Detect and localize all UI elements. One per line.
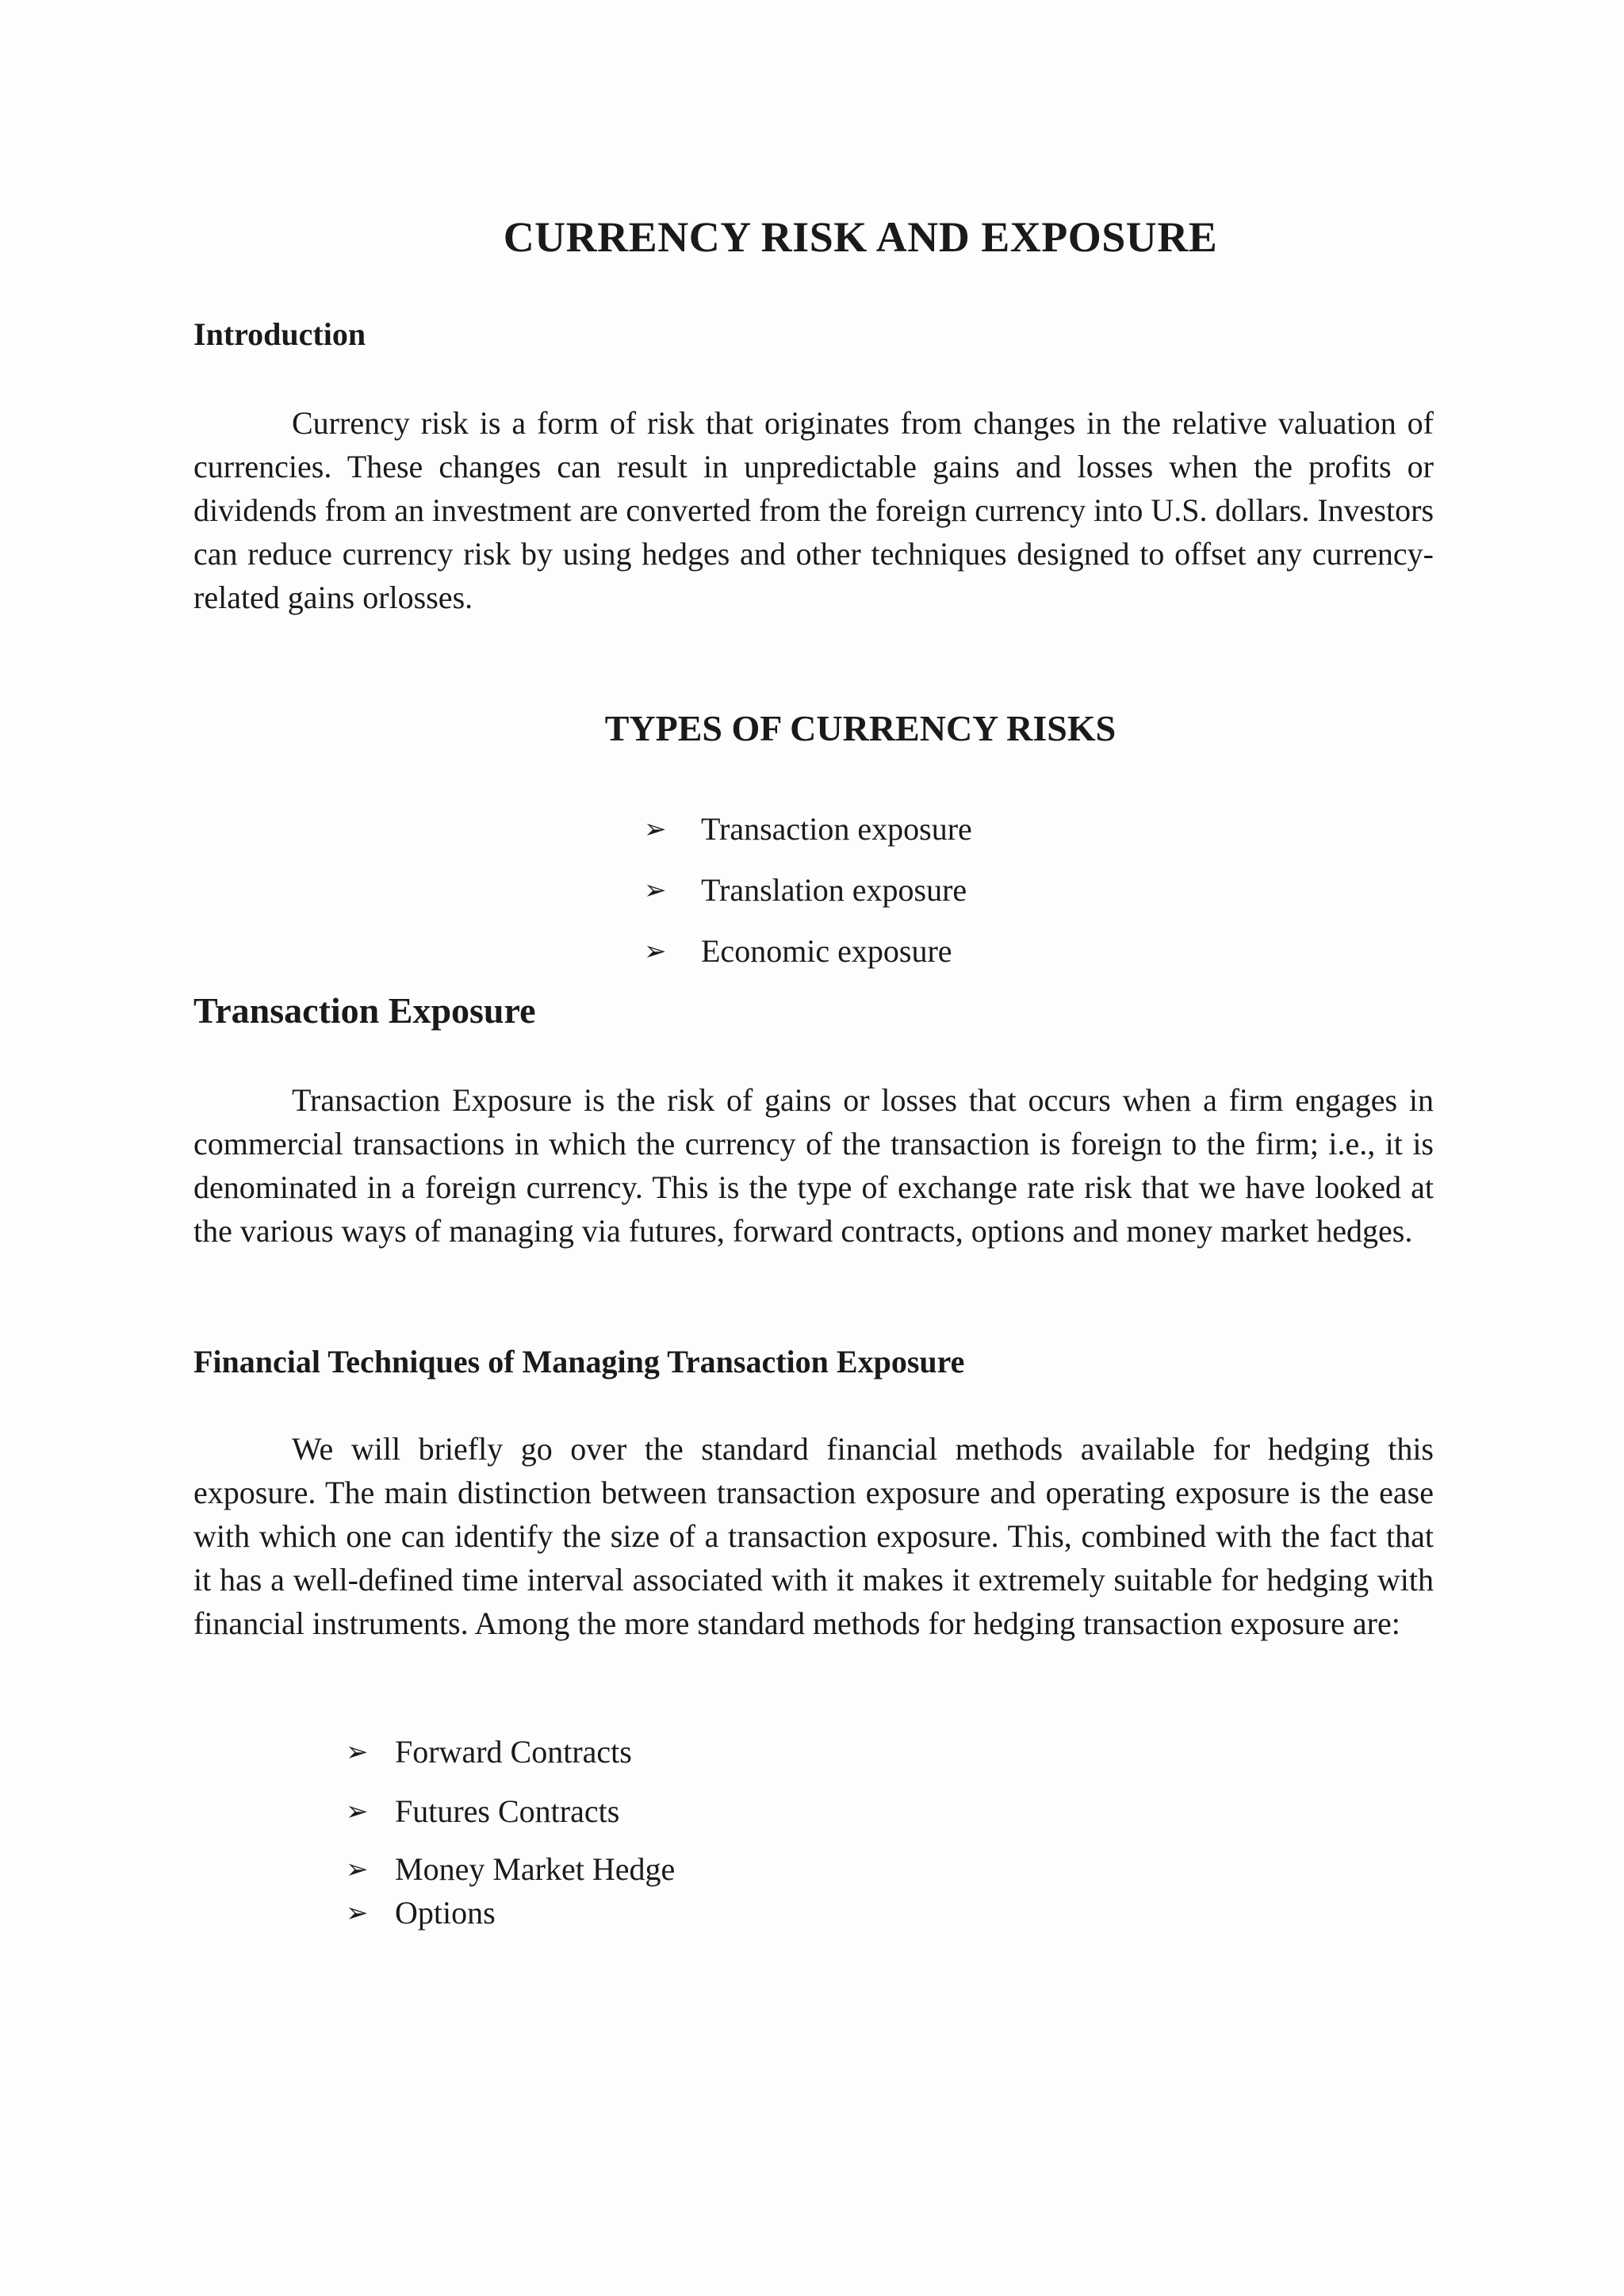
list-item (644, 810, 972, 871)
list-item-label: Money Market Hedge (395, 1851, 676, 1887)
arrow-bullet-icon: ➢ (644, 874, 667, 906)
arrow-bullet-icon: ➢ (644, 936, 667, 967)
page-title: CURRENCY RISK AND EXPOSURE (503, 213, 1218, 261)
financial-techniques-paragraph: We will briefly go over the standard financial methods available for hedging this exposure. The main distinction between transaction exposure and operating exposure is the ease with which one can identify the size of a transaction exposure. This, combined with the fact that it has a well-defined time interval associated with it makes it extremely suitable for hedging with financial instruments. Among the more standard methods for hedging transaction exposure are: (193, 1431, 1434, 1641)
list-item-label: Options (395, 1895, 496, 1931)
types-list (644, 810, 972, 993)
arrow-bullet-icon: ➢ (346, 1854, 369, 1885)
list-item-label: Transaction exposure (701, 811, 972, 847)
introduction-heading: Introduction (193, 316, 366, 352)
list-item (644, 932, 972, 993)
list-item (346, 1850, 675, 1894)
types-heading: TYPES OF CURRENCY RISKS (604, 708, 1116, 748)
arrow-bullet-icon: ➢ (346, 1736, 369, 1768)
financial-techniques-heading: Financial Techniques of Managing Transaction Exposure (193, 1344, 965, 1380)
introduction-paragraph: Currency risk is a form of risk that originates from changes in the relative valuation of currencies. These changes can result in unpredictable gains and losses when the profits or dividends from an investment are converted from the foreign currency into U.S. dollars. Investors can reduce currency risk by using hedges and other techniques designed to offset any currency-related gains orlosses. (193, 405, 1434, 615)
transaction-exposure-paragraph: Transaction Exposure is the risk of gains or losses that occurs when a firm engages in commercial transactions in which the currency of the transaction is foreign to the firm; i.e., it is denominated in a foreign currency. This is the type of exchange rate risk that we have looked at the various ways of managing via futures, forward contracts, options and money market hedges. (193, 1082, 1434, 1249)
arrow-bullet-icon: ➢ (346, 1897, 369, 1929)
list-item-label: Translation exposure (701, 872, 967, 908)
list-item (346, 1894, 675, 1938)
list-item (644, 871, 972, 932)
list-item-label: Forward Contracts (395, 1734, 632, 1770)
methods-list (346, 1733, 675, 1938)
arrow-bullet-icon: ➢ (346, 1796, 369, 1827)
list-item-label: Futures Contracts (395, 1793, 620, 1829)
list-item (346, 1733, 675, 1793)
list-item-label: Economic exposure (701, 933, 952, 969)
arrow-bullet-icon: ➢ (644, 813, 667, 845)
transaction-exposure-heading: Transaction Exposure (193, 990, 536, 1031)
list-item (346, 1793, 675, 1850)
